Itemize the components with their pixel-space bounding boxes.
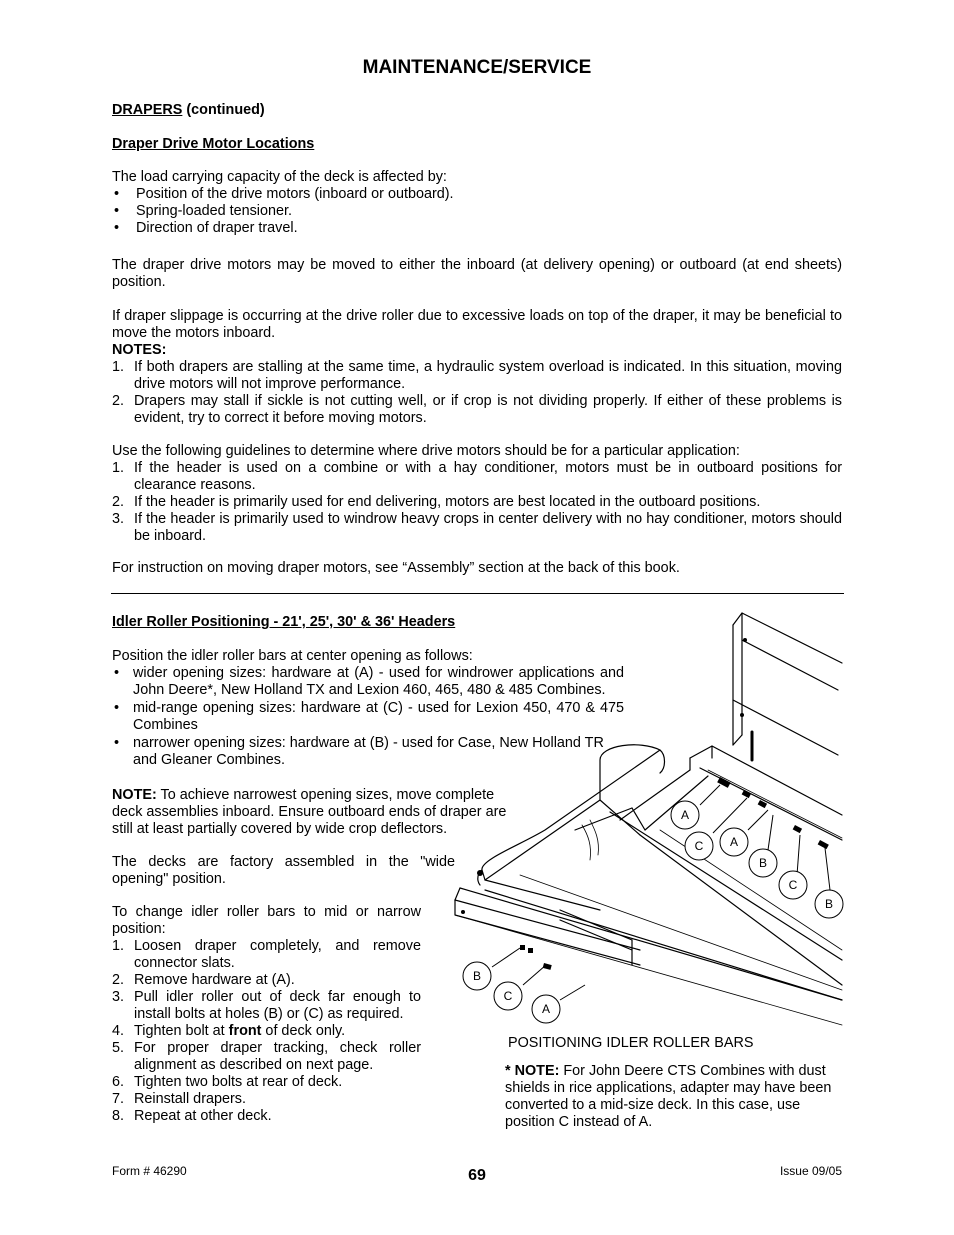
callout-label: B [472,969,482,983]
idler-bullet: • wider opening sizes: hardware at (A) - used for windrower applications and John Deere*, New Holland TX and Lexion 460, 465, 480 & 485 Combines. [114,665,624,698]
factory-para: The decks are factory assembled in the "wide opening" position. [112,854,455,887]
change-intro: To change idler roller bars to mid or narrow position: [112,904,421,937]
instruction-line: For instruction on moving draper motors, see “Assembly” section at the back of this book. [112,560,680,576]
guideline-item: 2. If the header is primarily used for end delivering, motors are best located in the outboard positions. [112,494,761,510]
callout-label: C [788,878,798,892]
idler-bullet: • mid-range opening sizes: hardware at (C) - used for Lexion 450, 470 & 475 Combines [114,700,624,733]
star-note [505,1063,835,1131]
notes-label: NOTES: [112,342,167,358]
step-item: 3. Pull idler roller out of deck far enough to install bolts at holes (B) or (C) as required. [112,989,421,1022]
subheading-idler: Idler Roller Positioning - 21', 25', 30' & 36' Headers [112,614,456,630]
change-steps-block [112,904,421,1125]
idler-bullet: • narrower opening sizes: hardware at (B) - used for Case, New Holland TR and Gleaner Combines. [114,735,604,768]
load-capacity-block [112,169,842,237]
callout-label: C [694,839,704,853]
para-motors-moved: The draper drive motors may be moved to either the inboard (at delivery opening) or outboard (at end sheets) position. [112,257,842,290]
notes-block [112,342,842,427]
callout-label: B [824,897,834,911]
section-heading-continued: (continued) [182,102,265,118]
section-heading-drapers: DRAPERS [112,102,183,118]
guideline-item: 1. If the header is used on a combine or with a hay conditioner, motors must be in outboard positions for clearance reasons. [112,460,842,493]
load-bullet: • Spring-loaded tensioner. [114,203,293,219]
page-title: MAINTENANCE/SERVICE [362,57,592,78]
callout-label: A [680,808,690,822]
step-item: 2. Remove hardware at (A). [112,972,295,988]
callout-label: B [758,856,768,870]
idler-note-text: To achieve narrowest opening sizes, move complete deck assemblies inboard. Ensure outboard ends of draper are still at least partially covered by wide crop deflectors. [112,787,507,837]
guidelines-block [112,443,842,545]
idler-intro: Position the idler roller bars at center opening as follows: [112,648,473,664]
section-divider [111,593,844,594]
footer-issue: Issue 09/05 [779,1164,842,1178]
step-item: 4. Tighten bolt at front of deck only. [112,1023,346,1039]
note-item: 2. Drapers may stall if sickle is not cutting well, or if crop is not dividing properly. If either of these problems is evident, try to correct it before moving motors. [112,393,842,426]
step-item: 5. For proper draper tracking, check roller alignment as described on next page. [112,1040,421,1073]
note-item: 1. If both drapers are stalling at the same time, a hydraulic system overload is indicated. In this situation, moving drive motors will not improve performance. [112,359,842,392]
star-note-text: For John Deere CTS Combines with dust shields in rice applications, adapter may have been converted to a mid-size deck. In this case, use position C instead of A. [505,1063,832,1130]
star-note-label: * NOTE: [505,1063,560,1079]
step-item: 8. Repeat at other deck. [112,1108,272,1124]
load-bullet: • Position of the drive motors (inboard or outboard). [114,186,454,202]
callout-label: A [729,835,739,849]
idler-note-label: NOTE: [112,787,157,803]
guideline-item: 3. If the header is primarily used to windrow heavy crops in center delivery with no hay conditioner, motors should be inboard. [112,511,842,544]
load-intro: The load carrying capacity of the deck is affected by: [112,169,447,185]
figure-caption: POSITIONING IDLER ROLLER BARS [508,1035,754,1051]
section-heading [112,102,265,119]
guidelines-intro: Use the following guidelines to determine where drive motors should be for a particular application: [112,443,740,459]
footer-form-number: Form # 46290 [112,1164,187,1178]
para-slippage: If draper slippage is occurring at the drive roller due to excessive loads on top of the draper, it may be beneficial to move the motors inboard. [112,308,842,341]
step-item: 7. Reinstall drapers. [112,1091,246,1107]
load-bullet: • Direction of draper travel. [114,220,298,236]
step-item: 1. Loosen draper completely, and remove connector slats. [112,938,421,971]
callout-label: A [541,1002,551,1016]
callout-label: C [503,989,513,1003]
idler-roller-diagram [440,605,845,1030]
page-number: 69 [468,1167,486,1184]
subheading-motor-locations: Draper Drive Motor Locations [112,136,315,152]
step-item: 6. Tighten two bolts at rear of deck. [112,1074,343,1090]
